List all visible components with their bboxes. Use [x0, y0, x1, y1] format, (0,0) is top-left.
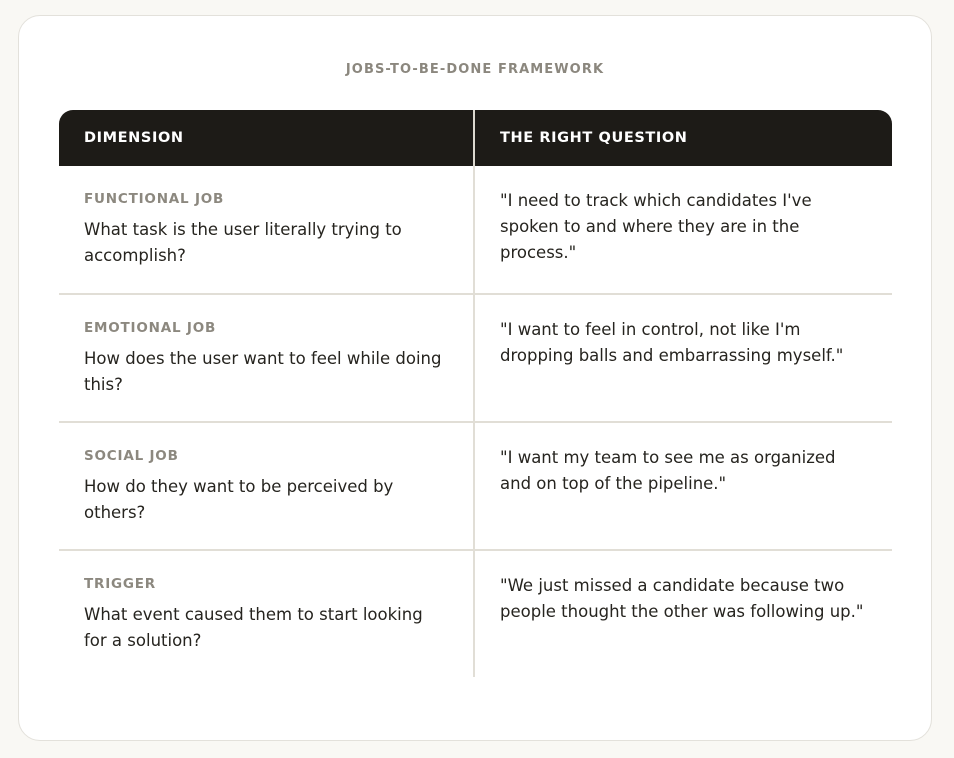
dimension-cell [59, 551, 475, 677]
table-row [59, 421, 892, 549]
dimension-label: FUNCTIONAL JOB [84, 191, 225, 207]
page-title: JOBS-TO-BE-DONE FRAMEWORK [345, 62, 605, 77]
dimension-cell [59, 423, 475, 549]
column-header-question: THE RIGHT QUESTION [500, 130, 688, 146]
framework-card [18, 15, 932, 741]
example-quote: "I want my team to see me as organized and on top of the pipeline." [500, 448, 836, 493]
dimension-question: How does the user want to feel while doing this? [84, 349, 442, 394]
table-row [59, 166, 892, 293]
dimension-question: How do they want to be perceived by others? [84, 477, 394, 522]
quote-cell [475, 166, 892, 293]
table-body [59, 166, 892, 677]
table-row [59, 549, 892, 677]
example-quote: "We just missed a candidate because two people thought the other was following up." [500, 576, 864, 621]
framework-table [59, 110, 892, 677]
example-quote: "I want to feel in control, not like I'm dropping balls and embarrassing myself." [500, 320, 844, 365]
dimension-label: SOCIAL JOB [84, 448, 179, 464]
quote-cell [475, 423, 892, 549]
dimension-label: TRIGGER [84, 576, 157, 592]
quote-cell [475, 551, 892, 677]
dimension-question: What task is the user literally trying to accomplish? [84, 220, 402, 265]
dimension-cell [59, 166, 475, 293]
dimension-label: EMOTIONAL JOB [84, 320, 217, 336]
dimension-cell [59, 295, 475, 421]
quote-cell [475, 295, 892, 421]
dimension-question: What event caused them to start looking for a solution? [84, 605, 423, 650]
example-quote: "I need to track which candidates I've spoken to and where they are in the process." [500, 191, 812, 262]
table-row [59, 293, 892, 421]
table-header [59, 110, 892, 166]
column-header-dimension: DIMENSION [59, 110, 475, 166]
